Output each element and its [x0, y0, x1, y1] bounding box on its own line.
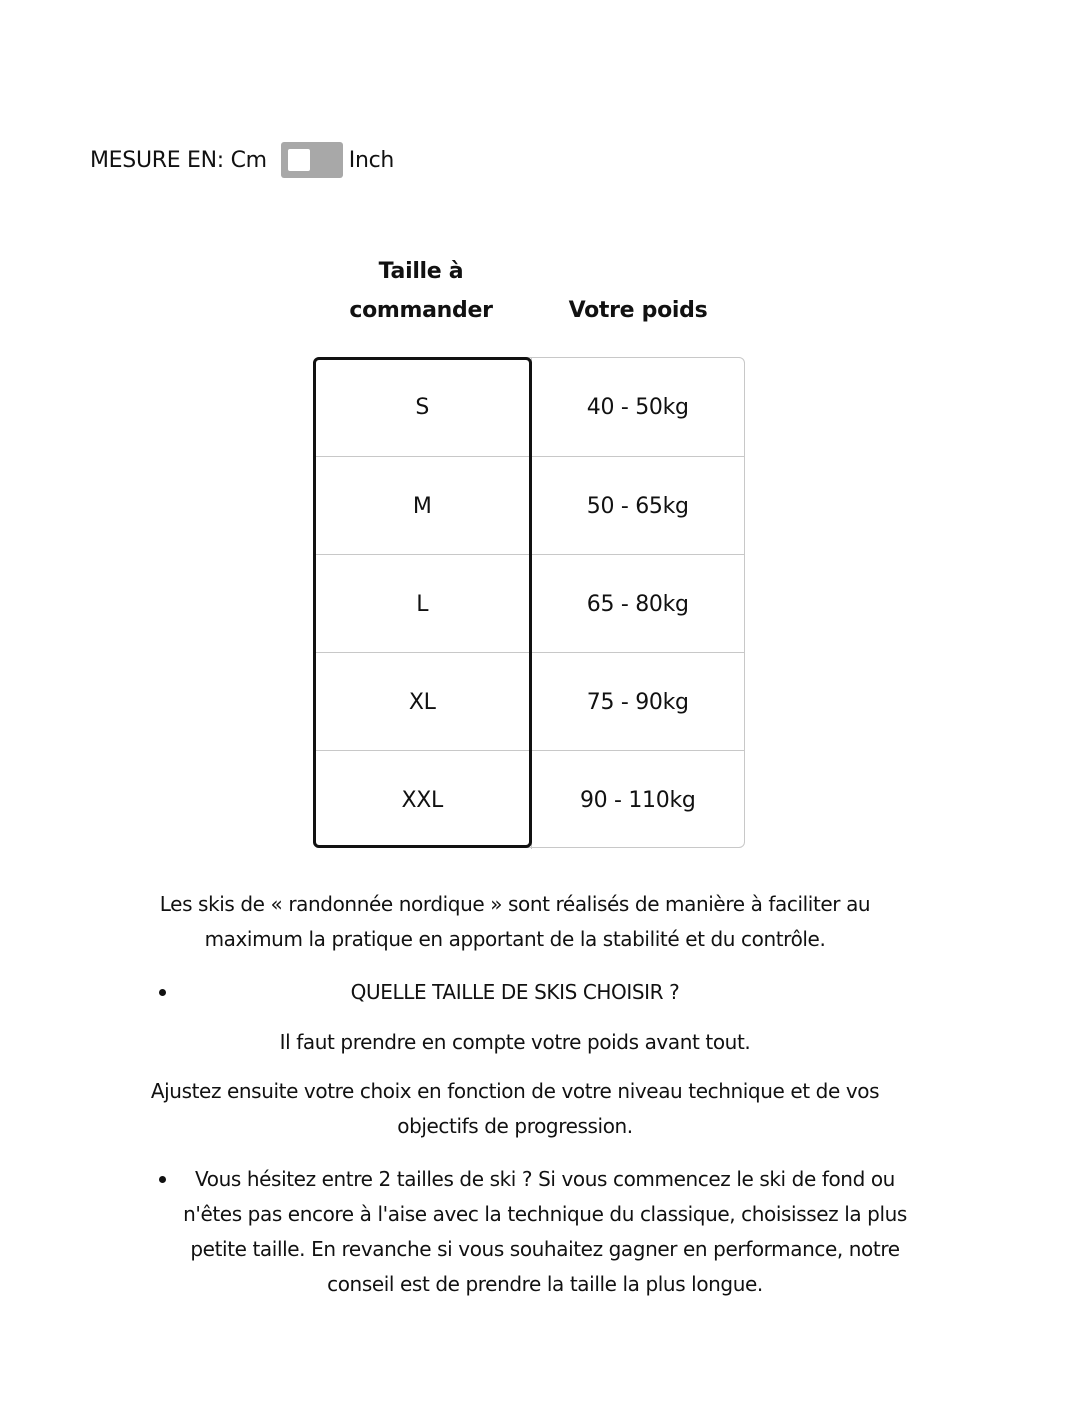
intro-paragraph: Les skis de « randonnée nordique » sont réalisés de manière à faciliter au maximum la pratique en apportant de la stabilité et du contrôle. [159, 892, 871, 951]
table-row [314, 554, 744, 653]
advice-paragraph: Vous hésitez entre 2 tailles de ski ? Si vous commencez le ski de fond ou n'êtes pas encore à l'aise avec la technique du classique, choisissez la plus petite taille. En revanche si vous souhaitez gagner en performance, notre conseil est de prendre la taille la plus longue. [183, 1167, 907, 1296]
advice-list-item [150, 1162, 920, 1302]
measure-unit-switcher [90, 140, 394, 180]
toggle-knob [288, 149, 310, 171]
adjust-paragraph: Ajustez ensuite votre choix en fonction de votre niveau technique et de vos objectifs de progression. [150, 1079, 880, 1138]
table-row [314, 750, 744, 849]
size-cell: S [415, 394, 430, 420]
weight-cell: 40 - 50kg [531, 358, 745, 456]
question-heading: QUELLE TAILLE DE SKIS CHOISIR ? [350, 980, 680, 1004]
measure-unit-label: MESURE EN: Cm [90, 147, 267, 173]
weight-cell: 65 - 80kg [531, 555, 745, 653]
weight-column-header: Votre poids [568, 298, 708, 323]
weight-cell: 75 - 90kg [531, 653, 745, 751]
size-cell: XXL [401, 787, 443, 813]
size-cell: XL [408, 689, 436, 715]
size-column-header: Taille à commander [349, 259, 493, 323]
weight-cell: 90 - 110kg [531, 751, 745, 849]
table-row [314, 456, 744, 555]
table-row [314, 358, 744, 456]
table-row [314, 652, 744, 751]
weight-cell: 50 - 65kg [531, 457, 745, 555]
inch-unit-label: Inch [348, 147, 395, 173]
question-list-item [150, 975, 910, 1010]
size-cell: M [412, 493, 432, 519]
size-cell: L [416, 591, 429, 617]
bullet-icon [159, 1176, 166, 1183]
unit-toggle-switch[interactable] [281, 142, 343, 178]
weight-first-paragraph: Il faut prendre en compte votre poids avant tout. [279, 1030, 751, 1054]
